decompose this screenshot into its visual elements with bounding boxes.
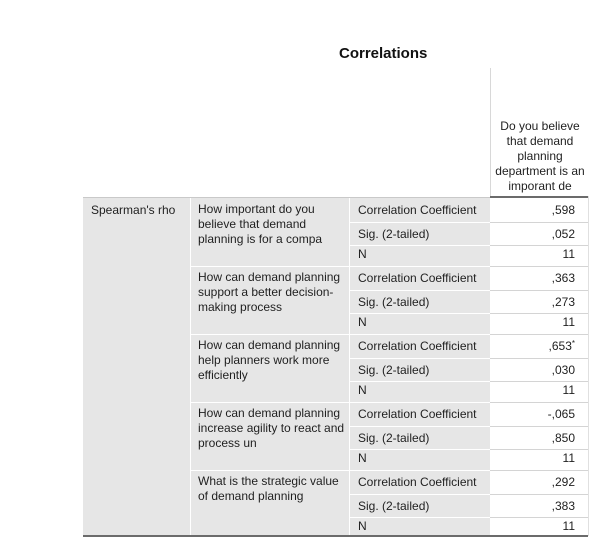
row-divider bbox=[490, 470, 588, 471]
table-cell-value bbox=[492, 339, 575, 353]
statistic-label: Sig. (2-tailed) bbox=[358, 499, 430, 513]
statistic-label: Sig. (2-tailed) bbox=[358, 431, 430, 445]
table-title: Correlations bbox=[339, 45, 428, 62]
table-cell-value bbox=[492, 227, 575, 241]
row-divider bbox=[349, 494, 490, 495]
row-divider bbox=[490, 290, 588, 291]
table-cell-value bbox=[492, 271, 575, 285]
statistic-label: N bbox=[358, 383, 367, 397]
row-divider bbox=[349, 449, 490, 450]
row-divider bbox=[490, 222, 588, 223]
statistic-label: Sig. (2-tailed) bbox=[358, 295, 430, 309]
cell-number: 11 bbox=[562, 519, 575, 533]
cell-number: ,653 bbox=[548, 339, 572, 353]
table-cell-value bbox=[492, 247, 575, 261]
table-cell-value bbox=[492, 383, 575, 397]
table-cell-value bbox=[492, 499, 575, 513]
row-divider bbox=[349, 517, 490, 518]
statistic-label: Sig. (2-tailed) bbox=[358, 227, 430, 241]
statistic-label: Correlation Coefficient bbox=[358, 475, 477, 489]
cell-number: 11 bbox=[562, 451, 575, 465]
cell-number: -,065 bbox=[547, 407, 575, 421]
row-group-label: How can demand planning increase agility to react and process un bbox=[198, 406, 345, 450]
statistic-label: N bbox=[358, 451, 367, 465]
column-divider bbox=[349, 198, 350, 536]
row-divider bbox=[349, 334, 490, 335]
statistic-label: Correlation Coefficient bbox=[358, 271, 477, 285]
table-cell-value bbox=[492, 407, 575, 421]
statistic-label: N bbox=[358, 247, 367, 261]
row-divider bbox=[490, 426, 588, 427]
row-divider bbox=[490, 381, 588, 382]
table-bottom-border bbox=[83, 535, 588, 537]
group-divider bbox=[190, 266, 349, 267]
table-cell-value bbox=[492, 431, 575, 445]
header-blank bbox=[83, 68, 490, 197]
cell-number: ,030 bbox=[551, 363, 575, 377]
cell-number: 11 bbox=[562, 315, 575, 329]
cell-number: ,850 bbox=[551, 431, 575, 445]
header-divider-dark bbox=[490, 196, 588, 198]
row-divider bbox=[490, 358, 588, 359]
statistic-label: N bbox=[358, 315, 367, 329]
group-divider bbox=[190, 402, 349, 403]
row-divider bbox=[349, 426, 490, 427]
row-group-label: How can demand planning support a better decision-making process bbox=[198, 270, 341, 314]
statistic-label: Correlation Coefficient bbox=[358, 339, 477, 353]
cell-number: ,383 bbox=[551, 499, 575, 513]
cell-number: ,052 bbox=[551, 227, 575, 241]
row-divider bbox=[490, 449, 588, 450]
row-group-label: How can demand planning help planners work more efficiently bbox=[198, 338, 341, 382]
cell-number: 11 bbox=[562, 247, 575, 261]
method-label: Spearman's rho bbox=[91, 203, 176, 217]
significance-mark: * bbox=[571, 339, 575, 348]
table-cell-value bbox=[492, 203, 575, 217]
row-divider bbox=[349, 381, 490, 382]
row-divider bbox=[490, 494, 588, 495]
row-divider bbox=[349, 290, 490, 291]
statistic-label: N bbox=[358, 519, 367, 533]
row-divider bbox=[349, 470, 490, 471]
table-cell-value bbox=[492, 451, 575, 465]
statistic-label: Correlation Coefficient bbox=[358, 407, 477, 421]
group-divider bbox=[190, 470, 349, 471]
column-header: Do you believe that demand planning department is an imporant de bbox=[495, 119, 585, 193]
row-divider bbox=[349, 222, 490, 223]
row-divider bbox=[349, 402, 490, 403]
row-group-label: How important do you believe that demand planning is for a compa bbox=[198, 202, 323, 246]
row-divider bbox=[490, 402, 588, 403]
header-column-divider bbox=[490, 68, 491, 198]
cell-number: ,273 bbox=[551, 295, 575, 309]
row-group-label: What is the strategic value of demand planning bbox=[198, 474, 339, 503]
statistic-label: Sig. (2-tailed) bbox=[358, 363, 430, 377]
table-cell-value bbox=[492, 363, 575, 377]
row-divider bbox=[490, 334, 588, 335]
table-cell-value bbox=[492, 475, 575, 489]
cell-number: ,292 bbox=[551, 475, 575, 489]
group-divider bbox=[190, 334, 349, 335]
row-divider bbox=[349, 358, 490, 359]
cell-number: 11 bbox=[562, 383, 575, 397]
table-right-border bbox=[588, 196, 589, 536]
row-divider bbox=[349, 266, 490, 267]
row-divider bbox=[349, 313, 490, 314]
column-divider bbox=[190, 198, 191, 536]
row-divider bbox=[490, 266, 588, 267]
statistic-label: Correlation Coefficient bbox=[358, 203, 477, 217]
row-divider bbox=[349, 245, 490, 246]
row-divider bbox=[490, 517, 588, 518]
table-cell-value bbox=[492, 315, 575, 329]
row-divider bbox=[490, 245, 588, 246]
row-divider bbox=[490, 313, 588, 314]
cell-number: ,363 bbox=[551, 271, 575, 285]
cell-number: ,598 bbox=[551, 203, 575, 217]
table-cell-value bbox=[492, 295, 575, 309]
table-cell-value bbox=[492, 519, 575, 533]
